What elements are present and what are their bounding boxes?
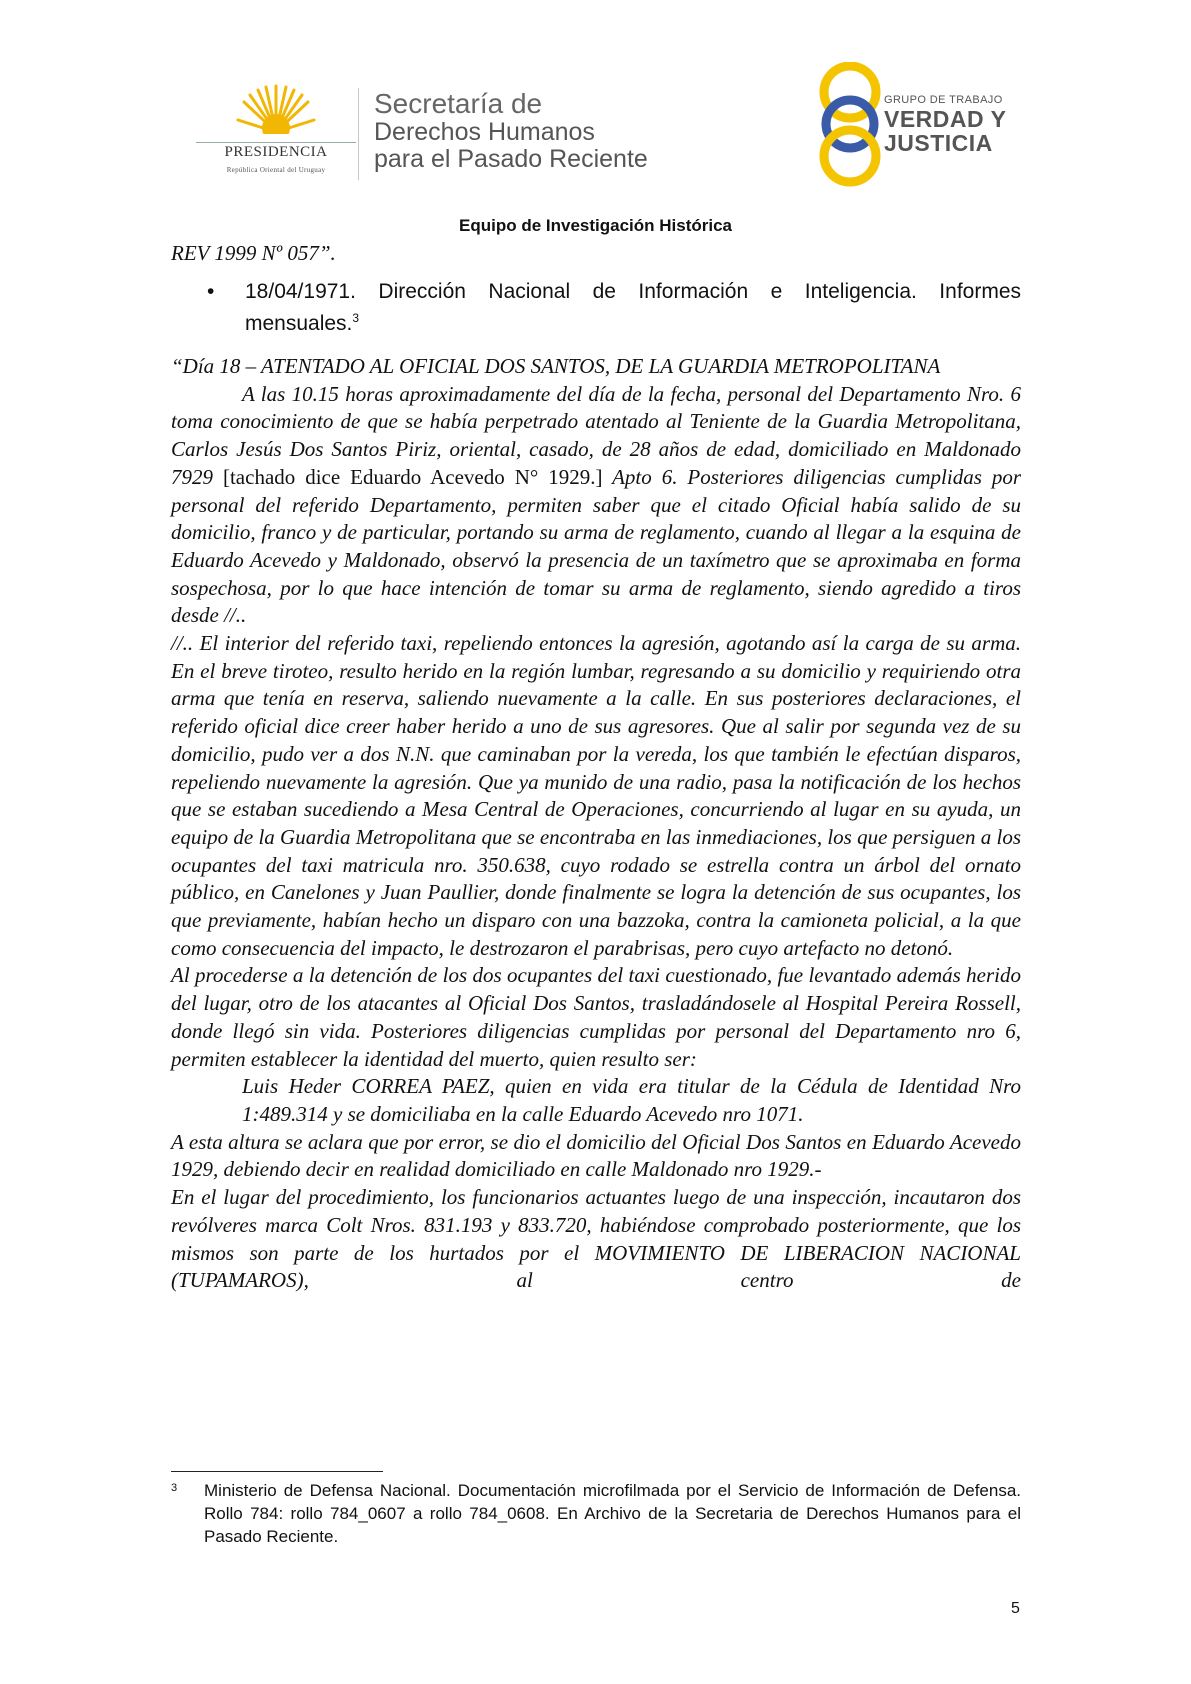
- presidencia-subtitle: República Oriental del Uruguay: [226, 166, 326, 174]
- bullet-text: 18/04/1971. Dirección Nacional de Información e Inteligencia. Informes mensuales.: [245, 280, 1021, 335]
- strikethrough-note: [tachado dice Eduardo Acevedo N° 1929.]: [222, 464, 603, 489]
- secretaria-logo-text: [374, 88, 648, 173]
- footnote-number: 3: [171, 1482, 178, 1494]
- footnote-rule: [171, 1471, 383, 1472]
- previous-reference: REV 1999 Nº 057”.: [171, 241, 336, 265]
- paragraph-indented: Luis Heder CORREA PAEZ, quien en vida era titular de la Cédula de Identidad Nro 1:489.314 y se domiciliaba en la calle Eduardo Acevedo nro 1071.: [242, 1074, 1021, 1126]
- footnote: [171, 1479, 1021, 1548]
- footnote-ref: 3: [352, 311, 360, 325]
- header-divider: [358, 88, 359, 180]
- team-title: Equipo de Investigación Histórica: [459, 216, 732, 235]
- bullet-item: [171, 279, 1021, 337]
- paragraph: En el lugar del procedimiento, los funcionarios actuantes luego de una inspección, incautaron dos revólveres marca Colt Nros. 831.193 y 833.720, habiéndose comprobado posteriormente, que los mismos son parte de los hurtados por el MOVIMIENTO DE LIBERACION NACIONAL (TUPAMAROS), al centro de: [171, 1185, 1021, 1293]
- footnote-text: Ministerio de Defensa Nacional. Documentación microfilmada por el Servicio de Información de Defensa. Rollo 784: rollo 784_0607 a rollo 784_0608. En Archivo de la Secretaria de Derechos Humanos para el Pasado Reciente.: [204, 1481, 1021, 1546]
- paragraph: A esta altura se aclara que por error, se dio el domicilio del Oficial Dos Santos en Eduardo Acevedo 1929, debiendo decir en realidad domiciliado en calle Maldonado nro 1929.-: [171, 1129, 1021, 1182]
- sun-icon: [236, 82, 316, 142]
- paragraph: Al procederse a la detención de los dos ocupantes del taxi cuestionado, fue levantado además herido del lugar, otro de los atacantes al Oficial Dos Santos, trasladándosele al Hospital Pereira Rossell, donde llegó sin vida. Posteriores diligencias cumplidas por personal del Departamento nro 6, permiten establecer la identidad del muerto, quien resulto ser:: [171, 963, 1021, 1071]
- presidencia-label: PRESIDENCIA: [224, 144, 328, 160]
- paragraph: //.. El interior del referido taxi, repeliendo entonces la agresión, agotando así la carga de su arma. En el breve tiroteo, resulto herido en la región lumbar, regresando a su domicilio y requiriendo otra arma que tenía en reserva, saliendo nuevamente a la calle. En sus posteriores declaraciones, el referido oficial dice creer haber herido a uno de sus agresores. Que al salir por segunda vez de su domicilio, pudo ver a dos N.N. que caminaban por la vereda, los que también le efectúan disparos, repeliendo nuevamente la agresión. Que ya munido de una radio, pasa la notificación de los hechos que se estaban sucediendo a Mesa Central de Operaciones, concurriendo al lugar en su ayuda, un equipo de la Guardia Metropolitana que se encontraba en las inmediaciones, los que persiguen a los ocupantes del taxi matricula nro. 350.638, cuyo rodado se estrella contra un árbol del ornato público, en Canelones y Juan Paullier, donde finalmente se logra la detención de sus ocupantes, los que previamente, habían hecho un disparo con una bazzoka, contra la camioneta policial, a la que como consecuencia del impacto, le destrozaron el parabrisas, pero cuyo artefacto no detonó.: [171, 631, 1021, 960]
- paragraph-part: Apto 6. Posteriores diligencias cumplidas por personal del referido Departamento, permiten saber que el citado Oficial había salido de su domicilio, franco y de particular, portando su arma de reglamento, cuando al llegar a la esquina de Eduardo Acevedo y Maldonado, observó la presencia de un taxímetro que se aproximaba en forma sospechosa, por lo que hace intención de tomar su arma de reglamento, siendo agredido a tiros desde //..: [171, 464, 1022, 628]
- gvj-small-text: GRUPO DE TRABAJO: [884, 94, 1003, 106]
- document-body: [171, 240, 1021, 1295]
- paragraph-heading: “Día 18 – ATENTADO AL OFICIAL DOS SANTOS, DE LA GUARDIA METROPOLITANA: [171, 354, 941, 378]
- secretaria-line-2: Derechos Humanos: [374, 118, 595, 146]
- paragraph-part: A las 10.15 horas aproximadamente del día de la fecha, personal del Departamento Nro. 6 toma conocimiento de que se había perpetrado atentado al Teniente de la Guardia Metropolitana, Carlos Jesús Dos Santos Piriz, oriental, casado, de 28 años de edad, domiciliado en Maldonado 7929: [171, 381, 1021, 489]
- gvj-big-text-2: JUSTICIA: [884, 130, 993, 156]
- page-number: 5: [1011, 1600, 1020, 1617]
- paragraph: [171, 381, 1021, 630]
- bullet-mark: •: [207, 280, 215, 303]
- gvj-big-text-1: VERDAD Y: [884, 106, 1007, 132]
- page-header: [0, 0, 1191, 235]
- gvj-logo-text: [884, 94, 1006, 155]
- secretaria-line-1: Secretaría de: [374, 88, 543, 119]
- logo-divider: [196, 142, 356, 143]
- presidencia-logo: [196, 82, 356, 182]
- secretaria-line-3: para el Pasado Reciente: [374, 145, 648, 173]
